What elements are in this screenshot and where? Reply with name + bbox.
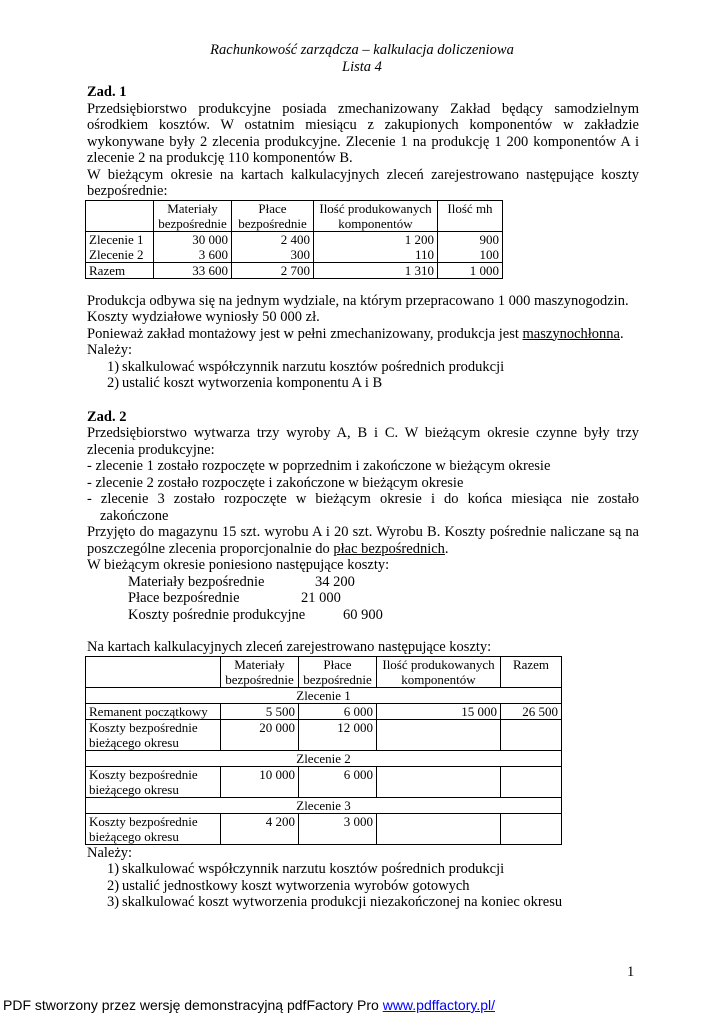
table-cell: Koszty bezpośrednie bieżącego okresu <box>86 813 221 844</box>
zad1-heading: Zad. 1 <box>87 84 127 100</box>
zad2-task-list <box>87 861 639 911</box>
zad1-paragraph-mh: Produkcja odbywa się na jednym wydziale, na którym przepracowano 1 000 maszynogodzin. <box>87 292 629 309</box>
table-header-cell: Materiały bezpośrednie <box>154 200 232 231</box>
list-item: 1) skalkulować współczynnik narzutu kosztów pośrednich produkcji <box>107 358 505 375</box>
footer-text: PDF stworzony przez wersję demonstracyjną pdfFactory Pro <box>3 997 383 1013</box>
table-cell <box>501 813 562 844</box>
zad2-table <box>85 656 562 845</box>
table-cell: 3 600 <box>154 247 232 263</box>
list-item: Materiały bezpośrednie 34 200 <box>128 573 355 590</box>
table-cell: 20 000 <box>221 719 299 750</box>
table-cell: 15 000 <box>377 703 501 719</box>
table-cell: 110 <box>314 247 438 263</box>
table-cell: Koszty bezpośrednie bieżącego okresu <box>86 766 221 797</box>
zad2-cards-label: Na kartach kalkulacyjnych zleceń zarejestrowano następujące koszty: <box>87 639 492 655</box>
table-cell: 10 000 <box>221 766 299 797</box>
list-item: 2) ustalić koszt wytworzenia komponentu A i B <box>107 375 383 391</box>
table-cell <box>377 719 501 750</box>
list-item: Płace bezpośrednie 21 000 <box>128 590 341 606</box>
list-item: 1) skalkulować współczynnik narzutu kosztów pośrednich produkcji <box>107 861 505 877</box>
table-header-cell: Ilość produkowanych komponentów <box>314 200 438 231</box>
table-section-title: Zlecenie 1 <box>86 687 562 703</box>
table-cell: 1 200 <box>314 231 438 247</box>
table-header-row <box>86 200 503 231</box>
zad1-task-list <box>87 359 639 392</box>
table-header-cell: Ilość mh <box>438 200 503 231</box>
zad2-bullet: - zlecenie 3 zostało rozpoczęte w bieżącym okresie i do końca miesiąca nie zostało zakończone <box>87 491 639 524</box>
zad2-bullet: - zlecenie 2 zostało rozpoczęte i zakończone w bieżącym okresie <box>87 474 464 491</box>
table-cell: 1 000 <box>438 262 503 278</box>
zad2-intro: Przedsiębiorstwo wytwarza trzy wyroby A, B i C. W bieżącym okresie czynne były trzy zlecenia produkcyjne: <box>87 425 639 458</box>
table-header-cell: Materiały bezpośrednie <box>221 656 299 687</box>
zad2-task-label: Należy: <box>87 844 133 861</box>
table-cell: Razem <box>86 262 154 278</box>
list-item: 3) skalkulować koszt wytworzenia produkcji niezakończonej na koniec okresu <box>107 894 563 910</box>
zad2-costs-label: W bieżącym okresie poniesiono następujące koszty: <box>87 557 390 573</box>
zad1-task-label: Należy: <box>87 342 133 358</box>
zad2-paragraph-storage: Przyjęto do magazynu 15 szt. wyrobu A i 20 szt. Wyrobu B. Koszty pośrednie naliczane są na poszczególne zlecenia proporcjonalnie do płac bezpośrednich. <box>87 524 639 557</box>
zad2-bullet: - zlecenie 1 zostało rozpoczęte w poprzednim i zakończone w bieżącym okresie <box>87 458 551 474</box>
table-row <box>86 247 503 263</box>
table-cell <box>501 766 562 797</box>
table-cell: 1 310 <box>314 262 438 278</box>
zad1-paragraph-costs: Koszty wydziałowe wyniosły 50 000 zł. <box>87 309 320 325</box>
table-header-cell: Ilość produkowanych komponentów <box>377 656 501 687</box>
table-cell <box>377 766 501 797</box>
table-header-row <box>86 656 562 687</box>
zad2-costs-list <box>128 574 639 624</box>
table-header-cell: Płace bezpośrednie <box>232 200 314 231</box>
table-cell: 3 000 <box>299 813 377 844</box>
zad1-table <box>85 200 503 279</box>
table-section-title: Zlecenie 3 <box>86 797 562 813</box>
table-cell: 33 600 <box>154 262 232 278</box>
table-cell: 2 400 <box>232 231 314 247</box>
table-cell: 5 500 <box>221 703 299 719</box>
footer-link[interactable]: www.pdffactory.pl/ <box>382 997 496 1013</box>
list-item: Koszty pośrednie produkcyjne 60 900 <box>128 606 383 623</box>
table-cell: 6 000 <box>299 703 377 719</box>
table-row <box>86 719 562 750</box>
table-header-cell: Razem <box>501 656 562 687</box>
document-body <box>87 84 639 911</box>
table-cell: 4 200 <box>221 813 299 844</box>
zad1-costs-intro: W bieżącym okresie na kartach kalkulacyjnych zleceń zarejestrowano następujące koszty bezpośrednie: <box>87 166 639 199</box>
table-cell <box>501 719 562 750</box>
table-cell: Zlecenie 1 <box>86 231 154 247</box>
zad2-heading: Zad. 2 <box>87 408 127 425</box>
table-row <box>86 813 562 844</box>
table-row <box>86 766 562 797</box>
table-cell: Koszty bezpośrednie bieżącego okresu <box>86 719 221 750</box>
page-number: 1 <box>627 964 635 980</box>
pdf-footer <box>3 997 495 1013</box>
table-row <box>86 231 503 247</box>
table-cell: 100 <box>438 247 503 263</box>
document-title: Rachunkowość zarządcza – kalkulacja doliczeniowa <box>210 42 514 58</box>
table-header-cell <box>86 200 154 231</box>
table-cell: 12 000 <box>299 719 377 750</box>
table-cell: 30 000 <box>154 231 232 247</box>
table-section-title: Zlecenie 2 <box>86 750 562 766</box>
table-cell: 900 <box>438 231 503 247</box>
table-cell: Zlecenie 2 <box>86 247 154 263</box>
table-cell: 26 500 <box>501 703 562 719</box>
table-section-row <box>86 750 562 766</box>
table-cell: 6 000 <box>299 766 377 797</box>
table-section-row <box>86 687 562 703</box>
table-cell: Remanent początkowy <box>86 703 221 719</box>
document-subtitle: Lista 4 <box>342 59 382 75</box>
table-row <box>86 703 562 719</box>
zad1-intro: Przedsiębiorstwo produkcyjne posiada zmechanizowany Zakład będący samodzielnym ośrodkiem kosztów. W ostatnim miesiącu z zakupionych komponentów w zakładzie wykonywane były 2 zlecenia produkcyjne. Zlecenie 1 na produkcję 1 200 komponentów A i zlecenie 2 na produkcję 110 komponentów B. <box>87 100 639 166</box>
zad1-paragraph-mechanized: Ponieważ zakład montażowy jest w pełni zmechanizowany, produkcja jest maszynochłonna. <box>87 325 624 342</box>
table-cell: 300 <box>232 247 314 263</box>
table-cell: 2 700 <box>232 262 314 278</box>
table-cell <box>377 813 501 844</box>
table-header-cell: Płace bezpośrednie <box>299 656 377 687</box>
list-item: 2) ustalić jednostkowy koszt wytworzenia wyrobów gotowych <box>107 877 470 894</box>
table-row <box>86 262 503 278</box>
table-section-row <box>86 797 562 813</box>
table-header-cell <box>86 656 221 687</box>
